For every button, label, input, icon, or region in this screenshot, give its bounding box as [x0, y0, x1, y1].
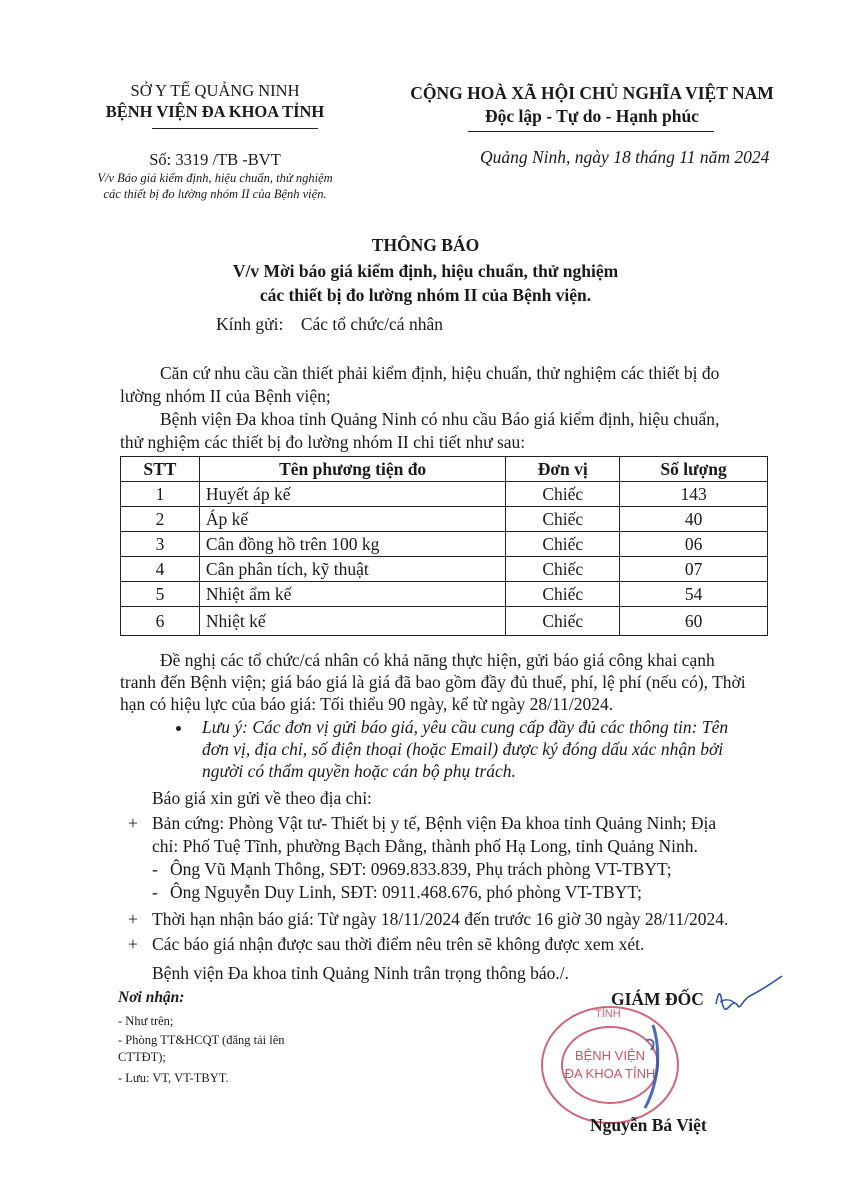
contact-1: Ông Vũ Mạnh Thông, SĐT: 0969.833.839, Phụ trách phòng VT-TBYT; [170, 859, 672, 879]
doc-number: Số: 3319 /TB -BVT [149, 150, 281, 169]
row-unit: Chiếc [506, 582, 620, 607]
stamp-text-1: BỆNH VIỆN [574, 1048, 646, 1063]
row-unit: Chiếc [506, 532, 620, 557]
row-device-name: Nhiệt kế [199, 607, 505, 636]
row-quantity: 07 [620, 557, 768, 582]
col-quantity: Số lượng [620, 457, 768, 482]
doc-subject-short [60, 170, 370, 202]
dash-marker: - [152, 859, 158, 879]
note-line-1: Lưu ý: Các đơn vị gửi báo giá, yêu cầu cung cấp đầy đủ các thông tin: Tên [202, 717, 729, 737]
col-stt: STT [121, 457, 200, 482]
plus-marker: + [128, 934, 138, 954]
plus-marker: + [128, 813, 138, 833]
recipient-3: - Lưu: VT, VT-TBYT. [118, 1071, 229, 1085]
org-underline [152, 128, 318, 129]
row-unit: Chiếc [506, 482, 620, 507]
nation-title: CỘNG HOÀ XÃ HỘI CHỦ NGHĨA VIỆT NAM [410, 83, 774, 103]
request-line-2: tranh đến Bệnh viện; giá báo giá là giá đã bao gồm đầy đủ thuế, phí, lệ phí (nếu có), Thời [120, 672, 746, 692]
row-stt: 2 [121, 507, 200, 532]
table-row [121, 607, 768, 636]
recipient-2b: CTTĐT); [118, 1050, 166, 1064]
signer-name: Nguyễn Bá Việt [590, 1115, 707, 1135]
motto-underline [468, 131, 714, 132]
table-header-row [121, 457, 768, 482]
hard-copy-line-2: chỉ: Phố Tuệ Tĩnh, phường Bạch Đằng, thành phố Hạ Long, tỉnh Quảng Ninh. [152, 836, 698, 856]
equipment-table [120, 456, 768, 636]
row-device-name: Cân phân tích, kỹ thuật [199, 557, 505, 582]
col-unit: Đơn vị [506, 457, 620, 482]
nation-header [382, 82, 802, 128]
request-line-1: Đề nghị các tổ chức/cá nhân có khả năng thực hiện, gửi báo giá công khai cạnh [160, 650, 715, 670]
recipient-1: - Như trên; [118, 1014, 174, 1028]
nation-motto: Độc lập - Tự do - Hạnh phúc [485, 106, 699, 126]
handwritten-signature [706, 972, 786, 1032]
org-header [80, 80, 350, 122]
row-device-name: Huyết áp kế [199, 482, 505, 507]
recipient-2a: - Phòng TT&HCQT (đăng tải lên [118, 1033, 285, 1047]
signer-position: GIÁM ĐỐC [611, 989, 704, 1009]
row-device-name: Nhiệt ẩm kế [199, 582, 505, 607]
row-quantity: 06 [620, 532, 768, 557]
stamp-text-2: ĐA KHOA TỈNH [564, 1066, 656, 1081]
table-row [121, 507, 768, 532]
org-name: BỆNH VIỆN ĐA KHOA TỈNH [105, 102, 325, 121]
plus-marker: + [128, 909, 138, 929]
table-row [121, 557, 768, 582]
notice-title: THÔNG BÁO [371, 235, 480, 255]
closing-line: Bệnh viện Đa khoa tỉnh Quảng Ninh trân trọng thông báo./. [152, 963, 570, 983]
bullet-icon [176, 726, 181, 731]
table-row [121, 532, 768, 557]
deadline: Thời hạn nhận báo giá: Từ ngày 18/11/2024 đến trước 16 giờ 30 ngày 28/11/2024. [152, 909, 729, 929]
org-name-parent: SỞ Y TẾ QUẢNG NINH [130, 81, 300, 100]
address-intro: Báo giá xin gửi về theo địa chỉ: [152, 788, 372, 808]
row-stt: 6 [121, 607, 200, 636]
place-date: Quảng Ninh, ngày 18 tháng 11 năm 2024 [480, 147, 770, 167]
contact-2: Ông Nguyễn Duy Linh, SĐT: 0911.468.676, phó phòng VT-TBYT; [170, 882, 642, 902]
hard-copy-line-1: Bản cứng: Phòng Vật tư- Thiết bị y tế, Bệnh viện Đa khoa tỉnh Quảng Ninh; Địa [152, 813, 717, 833]
row-device-name: Áp kế [199, 507, 505, 532]
row-quantity: 60 [620, 607, 768, 636]
table-row [121, 582, 768, 607]
row-device-name: Cân đồng hồ trên 100 kg [199, 532, 505, 557]
row-quantity: 54 [620, 582, 768, 607]
para-2-line-2: thử nghiệm các thiết bị đo lường nhóm II chi tiết như sau: [120, 432, 526, 452]
note-line-2: đơn vị, địa chỉ, số điện thoại (hoặc Email) được ký đóng dấu xác nhận bởi [202, 739, 724, 759]
late-notice: Các báo giá nhận được sau thời điểm nêu trên sẽ không được xem xét. [152, 934, 645, 954]
para-2-line-1: Bệnh viện Đa khoa tỉnh Quảng Ninh có nhu cầu Báo giá kiểm định, hiệu chuẩn, [160, 409, 720, 429]
row-stt: 1 [121, 482, 200, 507]
doc-subject-line-2: các thiết bị đo lường nhóm II của Bệnh viện. [103, 187, 327, 201]
row-quantity: 40 [620, 507, 768, 532]
para-1-line-1: Căn cứ nhu cầu cần thiết phải kiểm định, hiệu chuẩn, thử nghiệm các thiết bị đo [160, 363, 720, 383]
notice-subject-line-2: các thiết bị đo lường nhóm II của Bệnh viện. [259, 285, 592, 305]
row-stt: 3 [121, 532, 200, 557]
row-unit: Chiếc [506, 607, 620, 636]
notice-subject-line-1: V/v Mời báo giá kiểm định, hiệu chuẩn, thử nghiệm [232, 261, 619, 281]
recipients-title: Nơi nhận: [118, 989, 185, 1006]
row-unit: Chiếc [506, 507, 620, 532]
para-1-line-2: lường nhóm II của Bệnh viện; [120, 386, 331, 406]
greeting: Kính gửi: Các tổ chức/cá nhân [216, 314, 443, 334]
request-line-3: hạn có hiệu lực của báo giá: Tối thiểu 90 ngày, kể từ ngày 28/11/2024. [120, 694, 614, 714]
note-line-3: người có thẩm quyền hoặc cán bộ phụ trách. [202, 761, 516, 781]
row-quantity: 143 [620, 482, 768, 507]
row-unit: Chiếc [506, 557, 620, 582]
row-stt: 4 [121, 557, 200, 582]
doc-subject-line-1: V/v Báo giá kiểm định, hiệu chuẩn, thử nghiệm [97, 171, 333, 185]
row-stt: 5 [121, 582, 200, 607]
table-row [121, 482, 768, 507]
dash-marker: - [152, 882, 158, 902]
col-device-name: Tên phương tiện đo [199, 457, 505, 482]
stamp-top-text: TỈNH [595, 1008, 621, 1020]
notice-subject [0, 259, 851, 307]
